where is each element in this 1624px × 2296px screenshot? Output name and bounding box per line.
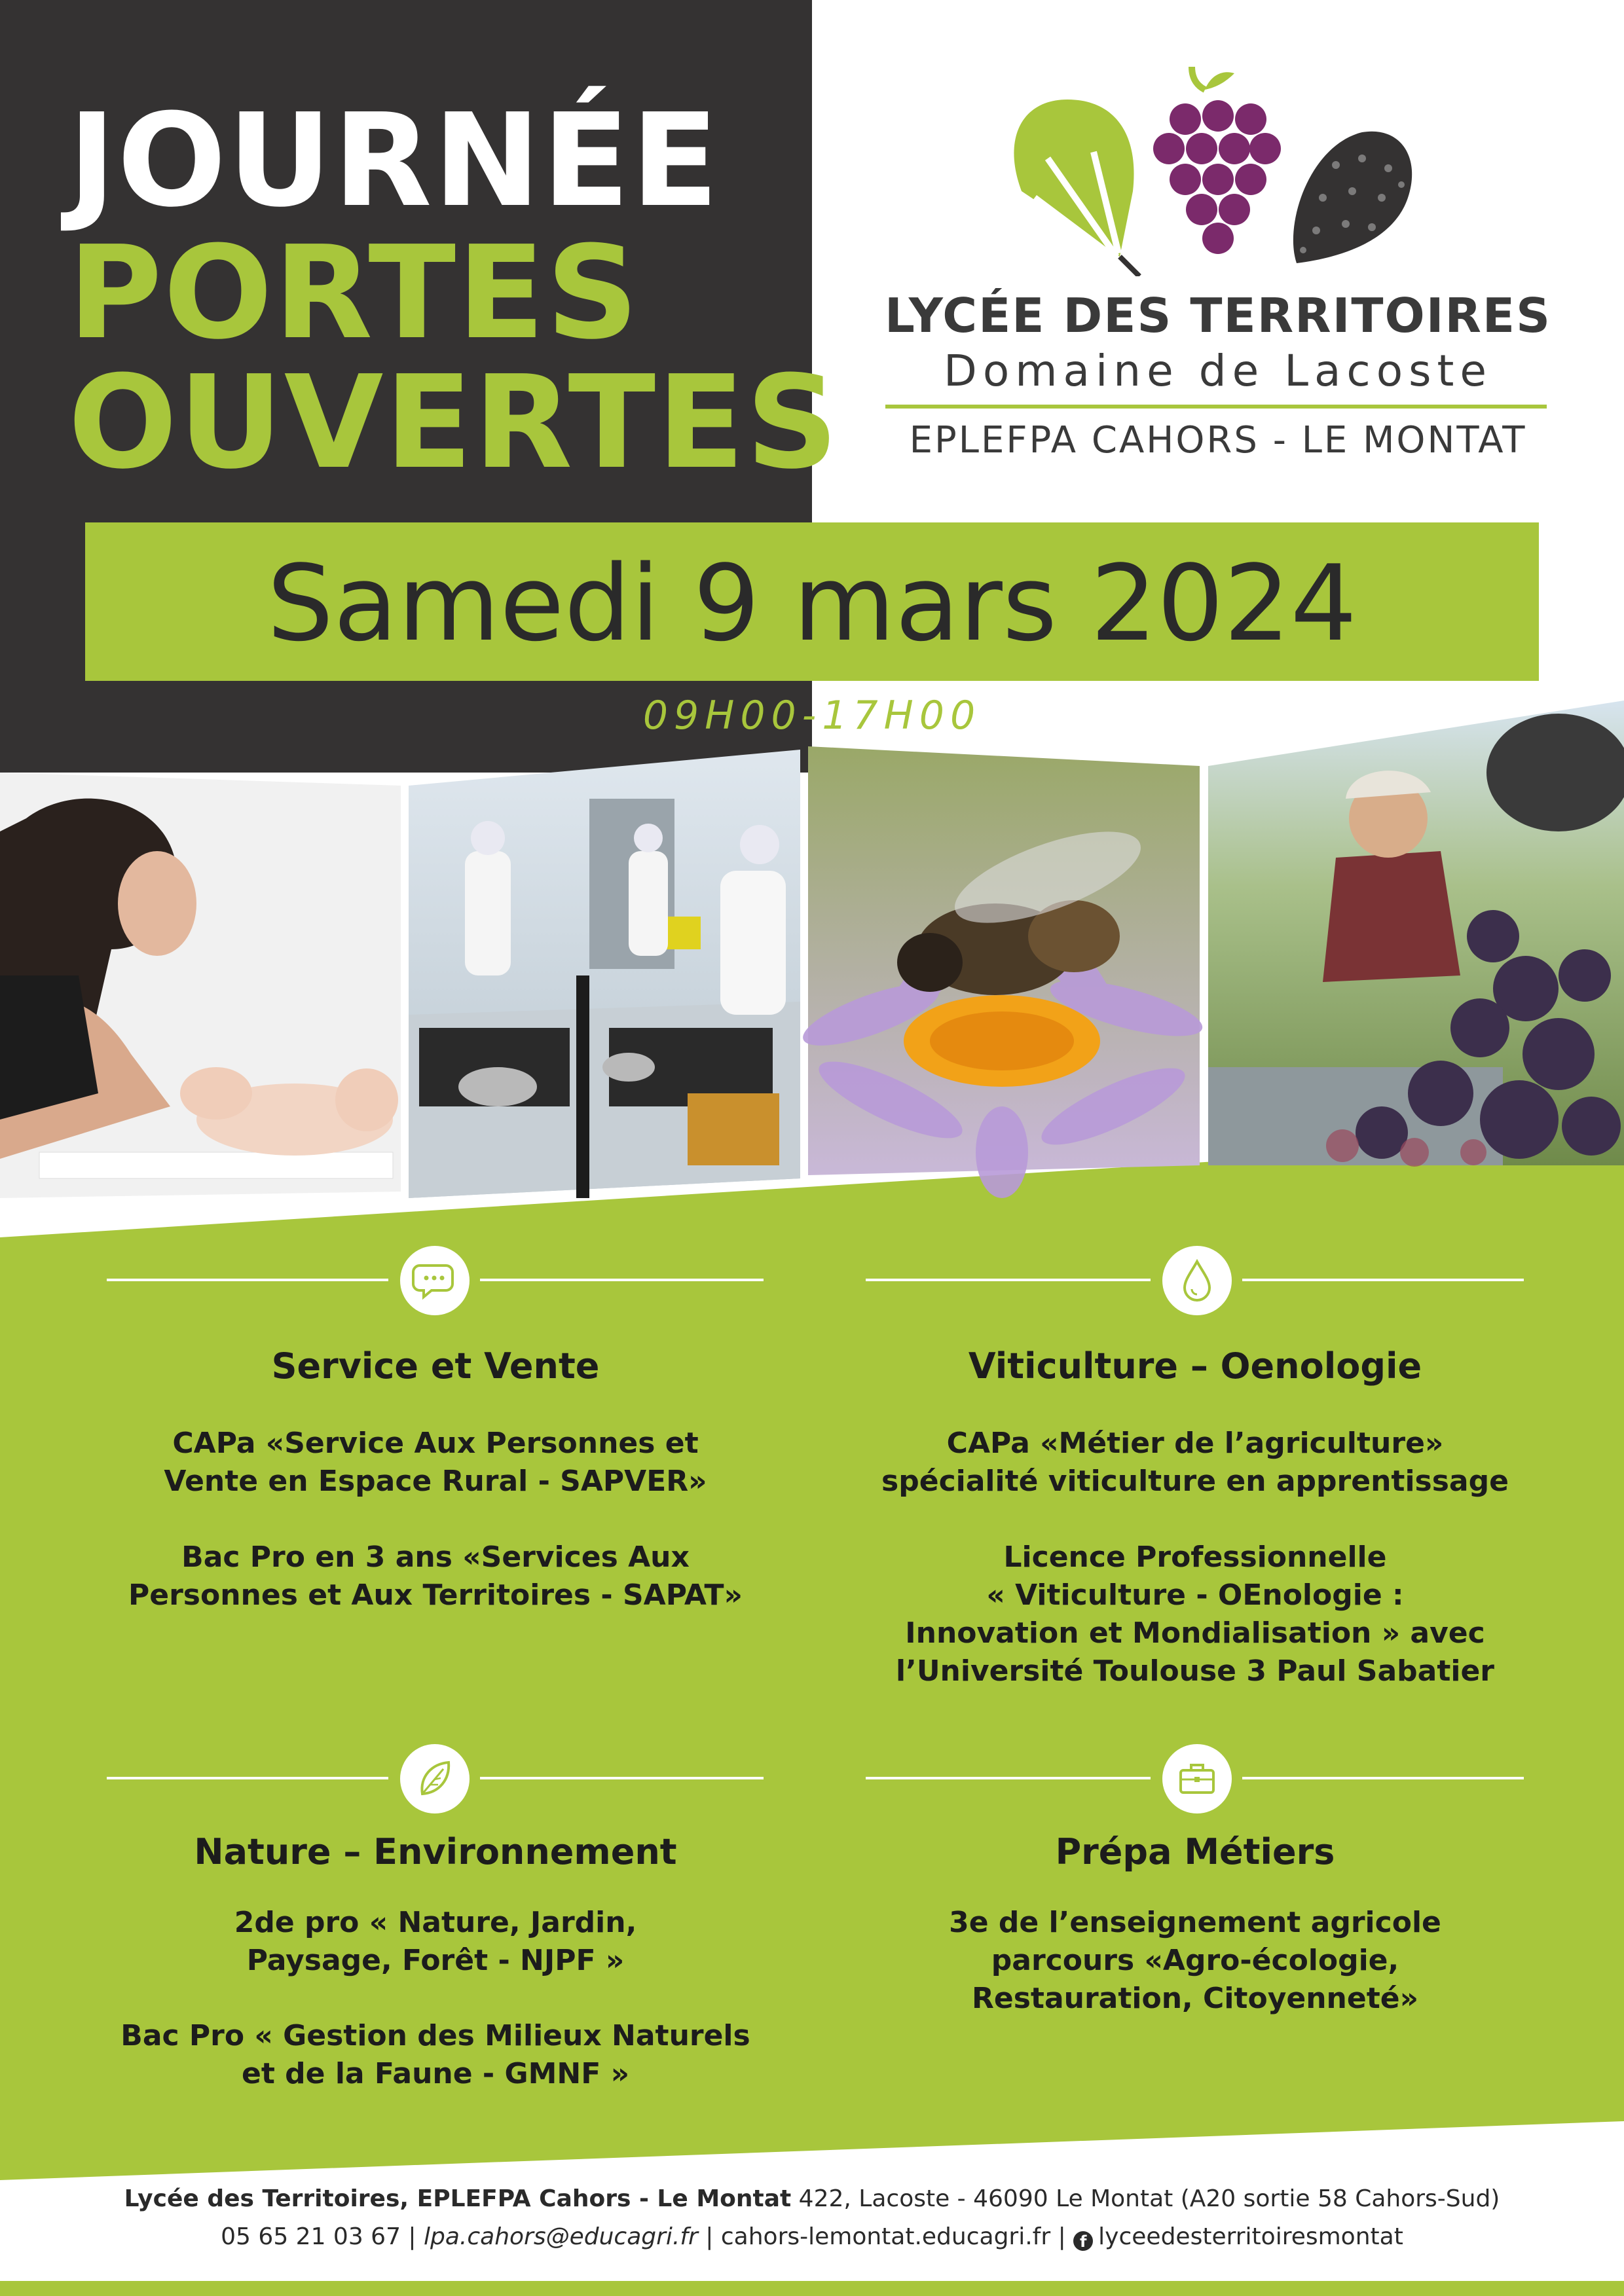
service-paragraph-2: Bac Pro en 3 ans «Services Aux Personnes et Aux Territoires - SAPAT» bbox=[128, 1540, 743, 1612]
grape-harvest-photo bbox=[1208, 701, 1624, 1167]
title-line-2: PORTES bbox=[68, 219, 640, 368]
service-title: Service et Vente bbox=[271, 1345, 600, 1387]
drop-icon bbox=[1162, 1246, 1232, 1315]
viti-paragraph-2: Licence Professionnelle « Viticulture - OEnologie : Innovation et Mondialisation » avec l’Université Toulouse 3 Paul Sabatier bbox=[896, 1540, 1494, 1688]
footer-school-name: Lycée des Territoires, EPLEFPA Cahors - Le Montat bbox=[124, 2185, 792, 2212]
footer-phone: 05 65 21 03 67 bbox=[221, 2223, 401, 2250]
event-hours: 09H00-17H00 bbox=[642, 693, 982, 738]
nature-paragraph-2: Bac Pro « Gestion des Milieux Naturels et de la Faune - GMNF » bbox=[120, 2019, 750, 2090]
service-paragraph-1: CAPa «Service Aux Personnes et Vente en Espace Rural - SAPVER» bbox=[164, 1427, 707, 1498]
footer-facebook[interactable]: lyceedesterritoiresmontat bbox=[1098, 2223, 1403, 2250]
viti-divider-left bbox=[866, 1279, 1151, 1281]
service-divider-left bbox=[107, 1279, 388, 1281]
event-date: Samedi 9 mars 2024 bbox=[267, 542, 1357, 665]
title-line-3: OUVERTES bbox=[68, 348, 840, 498]
facebook-icon: f bbox=[1073, 2231, 1093, 2251]
school-org: EPLEFPA CAHORS - LE MONTAT bbox=[909, 419, 1527, 462]
footer-address-line bbox=[0, 2185, 1624, 2212]
mother-baby-photo bbox=[0, 773, 401, 1198]
briefcase-icon bbox=[1162, 1744, 1232, 1813]
school-name: LYCÉE DES TERRITOIRES bbox=[885, 288, 1551, 343]
school-subtitle: Domaine de Lacoste bbox=[944, 346, 1492, 396]
viti-divider-right bbox=[1242, 1279, 1524, 1281]
prepa-divider-left bbox=[866, 1777, 1151, 1779]
chat-bubbles-icon bbox=[400, 1246, 470, 1315]
viti-paragraph-1: CAPa «Métier de l’agriculture» spécialité viticulture en apprentissage bbox=[881, 1427, 1509, 1498]
kitchen-class-photo bbox=[409, 750, 800, 1198]
prepa-icon-badge bbox=[1162, 1744, 1232, 1813]
prepa-paragraph-1: 3e de l’enseignement agricole parcours «Agro-écologie, Restauration, Citoyenneté» bbox=[949, 1906, 1441, 2015]
service-icon-badge bbox=[400, 1246, 470, 1315]
photo-strip bbox=[0, 701, 1624, 1244]
title-line-1: JOURNÉE bbox=[68, 86, 720, 236]
nature-paragraph-1: 2de pro « Nature, Jardin, Paysage, Forêt - NJPF » bbox=[234, 1906, 637, 1977]
prepa-title: Prépa Métiers bbox=[1055, 1831, 1335, 1872]
prepa-divider-right bbox=[1242, 1777, 1524, 1779]
nature-icon-badge bbox=[400, 1744, 470, 1813]
nature-divider-right bbox=[480, 1777, 764, 1779]
footer-contact-line: 05 65 21 03 67 | lpa.cahors@educagri.fr | cahors-lemontat.educagri.fr | f lyceedesterritoiresmontat bbox=[221, 2223, 1403, 2251]
bee-flower-photo bbox=[796, 746, 1207, 1198]
viti-icon-badge bbox=[1162, 1246, 1232, 1315]
leaf-icon bbox=[400, 1744, 470, 1813]
footer-address: 422, Lacoste - 46090 Le Montat (A20 sortie 58 Cahors-Sud) bbox=[791, 2185, 1500, 2212]
footer-accent-bar bbox=[0, 2281, 1624, 2296]
nature-title: Nature – Environnement bbox=[194, 1831, 677, 1872]
service-divider-right bbox=[480, 1279, 764, 1281]
viti-title: Viticulture – Oenologie bbox=[968, 1345, 1422, 1387]
footer-website[interactable]: cahors-lemontat.educagri.fr bbox=[720, 2223, 1051, 2250]
nature-divider-left bbox=[107, 1777, 388, 1779]
footer-email[interactable]: lpa.cahors@educagri.fr bbox=[424, 2223, 698, 2250]
